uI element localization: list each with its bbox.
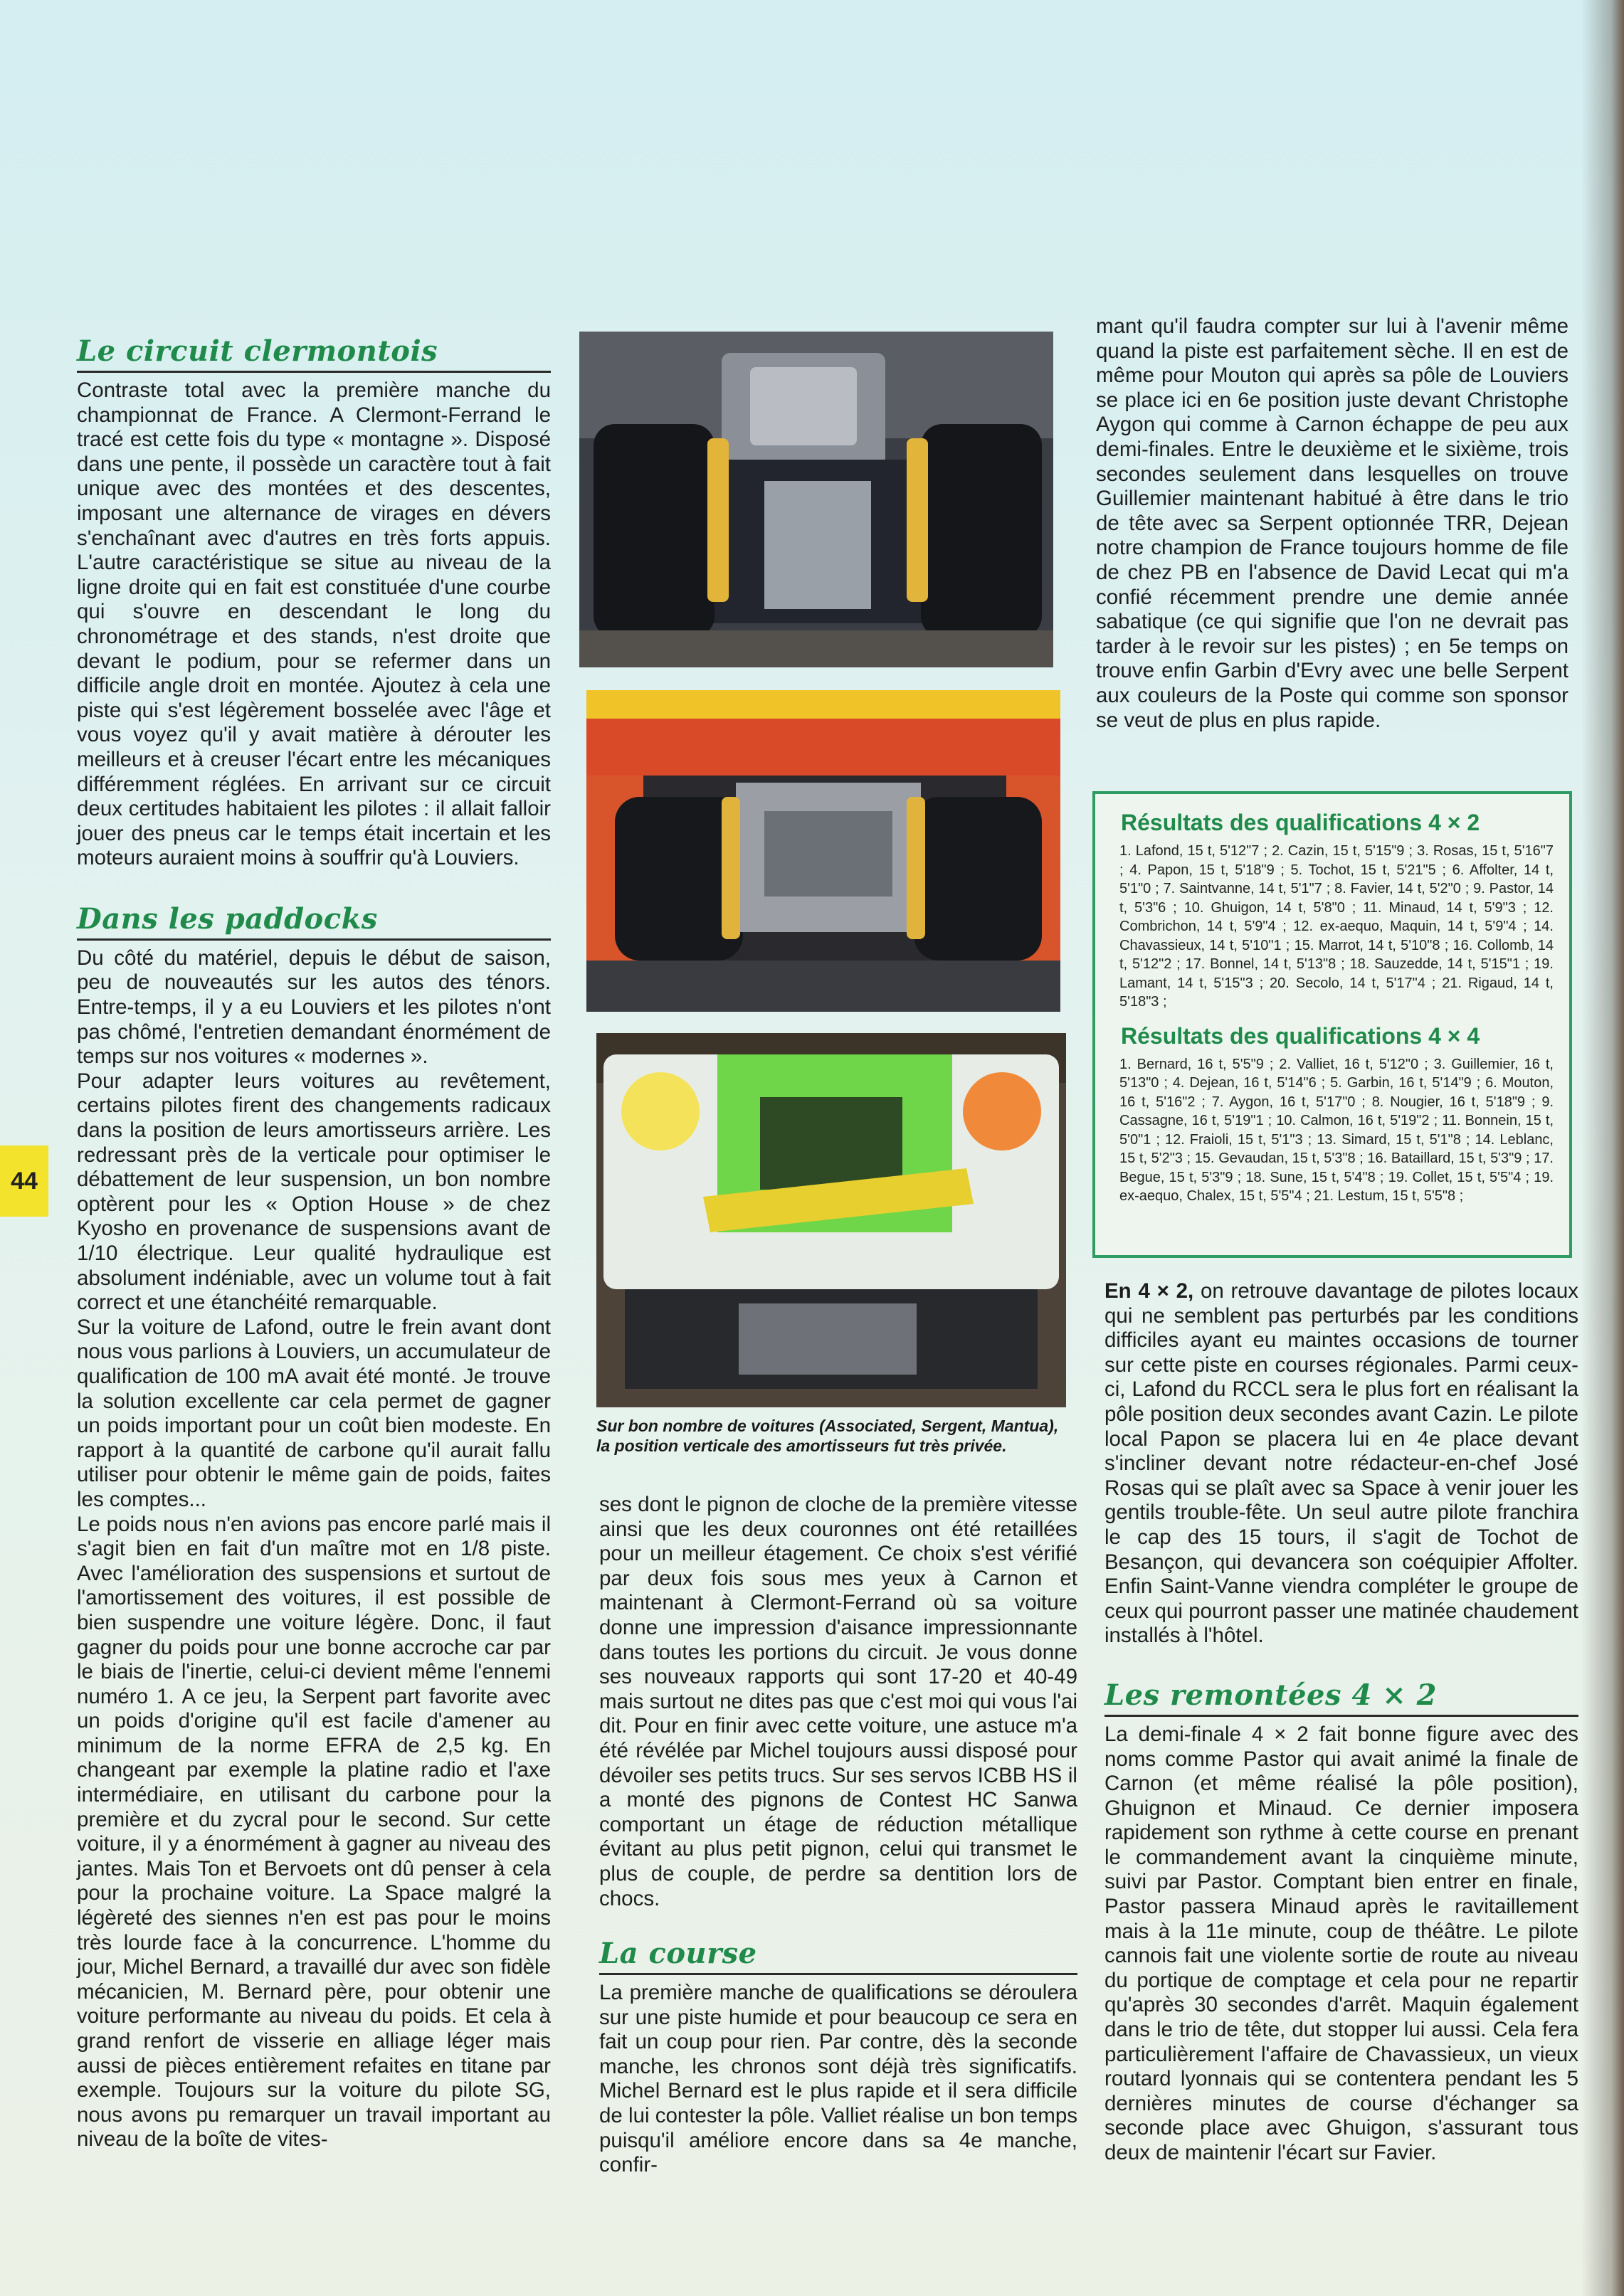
page-spine-shadow bbox=[1581, 0, 1624, 2296]
paragraph-circuit: Contraste total avec la première manche du championnat de France. A Clermont-Ferrand le tracé est cette fois du type « montagne ». Disposé dans une pente, il possède un caractère tout à fait unique avec des montées et des descentes, imposant une alternance de virages en dévers s'enchaînant avec d'autres en très forts appuis. L'autre caractéristique se situe au niveau de la ligne droite qui en fait est constituée d'une courbe qui s'ouvre en descendant le long du chronométrage et des stands, n'est droite que devant le podium, pour se refermer dans un difficile angle droit en montée. Ajoutez à cela une piste qui s'est légèrement bosselée avec l'âge et vous voyez qu'il y avait matière à dérouter les meilleurs et à creuser l'écart entre les mécaniques différemment réglées. En arrivant sur ce circuit deux certitudes habitaient les pilotes : il allait falloir jouer des pneus car le temps était incertain et les moteurs auraient moins à souffrir qu'à Louviers. bbox=[77, 379, 551, 870]
results-list-4x4: 1. Bernard, 16 t, 5'5"9 ; 2. Valliet, 16 t, 5'12"0 ; 3. Guillemier, 16 t, 5'13"0 ; 4. Dejean, 16 t, 5'14"6 ; 5. Garbin, 16 t, 5'14"9 ; 6. Mouton, 16 t, 5'16"2 ; 7. Aygon, 16 t, 5'17"0 ; 8. Nougier, 16 t, 5'18"9 ; 9. Cassagne, 16 t, 5'19"1 ; 10. Calmon, 16 t, 5'19"2 ; 11. Bonnein, 15 t, 5'0"1 ; 12. Fraioli, 15 t, 5'1"3 ; 13. Simard, 15 t, 5'1"8 ; 14. Leblanc, 15 t, 5'2"3 ; 15. Gevaudan, 15 t, 5'3"8 ; 16. Bataillard, 15 t, 5'3"9 ; 17. Begue, 15 t, 5'3"9 ; 18. Sune, 15 t, 5'4"8 ; 19. Collet, 15 t, 5'5"4 ; 19. ex-aequo, Chalex, 15 t, 5'5"4 ; 21. Lestum, 15 t, 5'5"8 ; bbox=[1119, 1056, 1554, 1204]
paragraph-gearbox: ses dont le pignon de cloche de la première vitesse ainsi que les deux couronnes ont été retaillées pour un meilleur étagement. Ce choix s'est vérifié par deux fois sous mes yeux à Carnon et maintenant à Clermont-Ferrand où sa voiture donne une impression d'aisance impressionnante dans toutes les portions du circuit. Je vous donne ses nouveaux rapports qui sont 17-20 et 40-49 mais surtout ne dites pas que c'est moi qui vous l'ai dit. Pour en finir avec cette voiture, une astuce m'a été révélée par Michel toujours aussi disposé pour dévoiler ses petits trucs. Sur ses servos ICBB HS il a monté des pignons de Contest HC Sanwa comportant un étage de réduction métallique évitant au plus petit pignon, celui qui transmet le plus de couple, de perdre sa dentition lors de chocs. bbox=[599, 1493, 1077, 1910]
paragraph-4x2 bbox=[1104, 1279, 1578, 1649]
heading-circuit: Le circuit clermontois bbox=[77, 334, 551, 373]
paragraph-paddocks-3: Sur la voiture de Lafond, outre le frein avant dont nous vous parlions à Louviers, un accumulateur de qualification de 100 mA avait été monté. Je trouve la solution excellente car cela permet de gagner un poids important pour un coût bien modeste. En rapport à la quantité de carbone qu'il aurait fallu utiliser pour obtenir le même gain de poids, faites les comptes... bbox=[77, 1315, 551, 1511]
photo-car-body bbox=[596, 1033, 1066, 1407]
paragraph-4x2-lead: En 4 × 2, bbox=[1104, 1279, 1194, 1303]
results-list-4x2: 1. Lafond, 15 t, 5'12"7 ; 2. Cazin, 15 t, 5'15"9 ; 3. Rosas, 15 t, 5'16"7 ; 4. Papon, 15 t, 5'18"9 ; 5. Tochot, 15 t, 5'21"5 ; 6. Affolter, 14 t, 5'1"0 ; 7. Saintvanne, 14 t, 5'1"7 ; 8. Favier, 14 t, 5'2"0 ; 9. Pastor, 14 t, 5'3"6 ; 10. Ghuigon, 14 t, 5'8"0 ; 11. Minaud, 14 t, 5'9"3 ; 12. Combrichon, 14 t, 5'9"4 ; 12. ex-aequo, Maquin, 14 t, 5'9"4 ; 14. Chavassieux, 14 t, 5'10"1 ; 15. Marrot, 14 t, 5'10"8 ; 16. Collomb, 14 t, 5'12"2 ; 17. Bonnel, 14 t, 5'13"8 ; 18. Sauzedde, 14 t, 5'15"1 ; 19. Lamant, 14 t, 5'15"3 ; 20. Secolo, 14 t, 5'17"4 ; 21. Rigaud, 14 t, 5'18"3 ; bbox=[1119, 843, 1554, 1010]
paragraph-paddocks-4: Le poids nous n'en avions pas encore parlé mais il s'agit bien en fait d'un maître mot en 1/8 piste. Avec l'amélioration des suspensions et surtout de l'amortissement des voitures, il est possible de bien suspendre une voiture légère. Donc, il faut gagner du poids pour une bonne accroche car par le biais de l'inertie, celui-ci devient même l'ennemi numéro 1. A ce jeu, la Serpent part favorite avec un poids d'origine qu'il est facile d'amener au minimum de la norme EFRA de 2,5 kg. En changeant par exemple la platine radio et l'axe intermédiaire, en utilisant du carbone pour la première et du zycral pour le second. Sur cette voiture, il y a énormément à gagner au niveau des jantes. Mais Ton et Bervoets ont dû penser à cela pour la prochaine voiture. La Space malgré la légèreté des siennes n'en est pas pour le moins très lourde face à la concurrence. L'homme du jour, Michel Bernard, a travaillé dur avec son fidèle mécanicien, M. Bernard père, pour obtenir une voiture performante au niveau du poids. Et cela à grand renfort de visserie en alliage léger mais aussi de pièces entièrement refaites en titane par exemple. Toujours sur la voiture du pilote SG, nous avons pu remarquer un travail important au niveau de la boîte de vites- bbox=[77, 1512, 551, 2152]
photo-chassis-top bbox=[579, 332, 1053, 667]
page-number: 44 bbox=[11, 1167, 38, 1195]
paragraph-paddocks-1: Du côté du matériel, depuis le début de saison, peu de nouveautés sur les autos des ténors. Entre-temps, il y a eu Louviers et les pilotes n'ont pas chômé, l'entretien demandant énormément de temps sur nos voitures « modernes ». bbox=[77, 946, 551, 1069]
photo-chassis-rear bbox=[586, 690, 1060, 1012]
photo-caption: Sur bon nombre de voitures (Associated, Sergent, Mantua), la position verticale des amortisseurs fut très privée. bbox=[596, 1417, 1059, 1455]
results-title-4x4: Résultats des qualifications 4 × 4 bbox=[1121, 1022, 1480, 1049]
column-3-lower bbox=[1104, 1279, 1578, 2166]
paragraph-paddocks-2: Pour adapter leurs voitures au revêtement, certains pilotes firent des changements radicaux dans la position de leurs amortisseurs arrière. Les redressant près de la verticale pour optimiser le débattement de leur suspension, un bon nombre optèrent pour les « Option House » de chez Kyosho en provenance de suspensions avant de 1/10 électrique. Leur qualité hydraulique est absolument indéniable, avec un volume tout à fait correct et une étanchéité remarquable. bbox=[77, 1069, 551, 1315]
results-title-4x2: Résultats des qualifications 4 × 2 bbox=[1121, 810, 1480, 835]
paragraph-4x2-text: on retrouve davantage de pilotes locaux qui ne semblent pas perturbés par les conditions difficiles ayant eu maintes occasions de tourner sur cette piste en courses régionales. Parmi ceux-ci, Lafond du RCCL sera le plus fort en réalisant la pôle position deux secondes avant Cazin. Le pilote local Papon se placera lui en 4e place devant s'incliner devant notre rédacteur-en-chef José Rosas qui se plaît avec sa Space à venir jouer les gentils trouble-fête. Un seul autre pilote franchira le cap des 15 tours, il s'agit de Tochot de Besançon, qui devancera son coéquipier Affolter. Enfin Saint-Vanne viendra compléter le groupe de ceux qui pourront passer une matinée chaudement installés à l'hôtel. bbox=[1104, 1279, 1578, 1648]
heading-remontees: Les remontées 4 × 2 bbox=[1104, 1678, 1578, 1717]
column-1 bbox=[77, 334, 551, 2152]
paragraph-remontees: La demi-finale 4 × 2 fait bonne figure avec des noms comme Pastor qui avait animé la finale de Carnon (et même réalisé la pôle position), Ghuignon et Minaud. Ce dernier imposera rapidement son rythme à cette course en prenant le commandement avant la cinquième minute, suivi par Pastor. Comptant bien entrer en finale, Pastor passera Minaud après le ravitaillement mais à la 11e minute, coup de théâtre. Le pilote cannois fait une violente sortie de route au niveau du portique de comptage et cela pour ne repartir qu'après 30 secondes d'arrêt. Maquin également dans le trio de tête, dut stopper lui aussi. Cela fera particulièrement l'affaire de Chavassieux, un vieux routard lyonnais qui se contentera pendant les 5 dernières minutes de course d'échanger sa seconde place avec Ghuigon, s'assurant tous deux de maintenir l'écart sur Favier. bbox=[1104, 1722, 1578, 2164]
results-box bbox=[1092, 791, 1572, 1258]
paragraph-course: La première manche de qualifications se déroulera sur une piste humide et pour beaucoup ce sera en fait un coup pour rien. Par contre, dès la seconde manche, les chronos sont déjà très significatifs. Michel Bernard est le plus rapide et il sera difficile de lui contester la pôle. Valliet réalise un bon temps puisqu'il améliore encore dans sa 4e manche, confir- bbox=[599, 1981, 1077, 2177]
paragraph-qualif: mant qu'il faudra compter sur lui à l'avenir même quand la piste est parfaitement sèche. Il en est de même pour Mouton qui après sa pôle de Louviers se place ici en 6e position juste devant Christophe Aygon qui comme à Carnon échappe de peu aux demi-finales. Entre le deuxième et le sixième, trois secondes seulement dans lesquelles on trouve Guillemier maintenant habitué à être dans le trio de tête avec sa Serpent optionnée TRR, Dejean notre champion de France toujours homme de file de chez PB en l'absence de David Lecat qui m'a confié récemment prendre une demie année sabatique (ce qui signifie que l'on ne devrait pas tarder à le revoir sur les pistes) ; en 5e temps on trouve enfin Garbin d'Evry avec une belle Serpent aux couleurs de la Poste qui comme son sponsor se veut de plus en plus rapide. bbox=[1096, 314, 1568, 732]
heading-course: La course bbox=[599, 1937, 1077, 1975]
heading-paddocks: Dans les paddocks bbox=[77, 902, 551, 941]
page-number-tab bbox=[0, 1146, 48, 1217]
column-3 bbox=[1096, 314, 1568, 733]
column-2 bbox=[599, 1493, 1077, 2178]
